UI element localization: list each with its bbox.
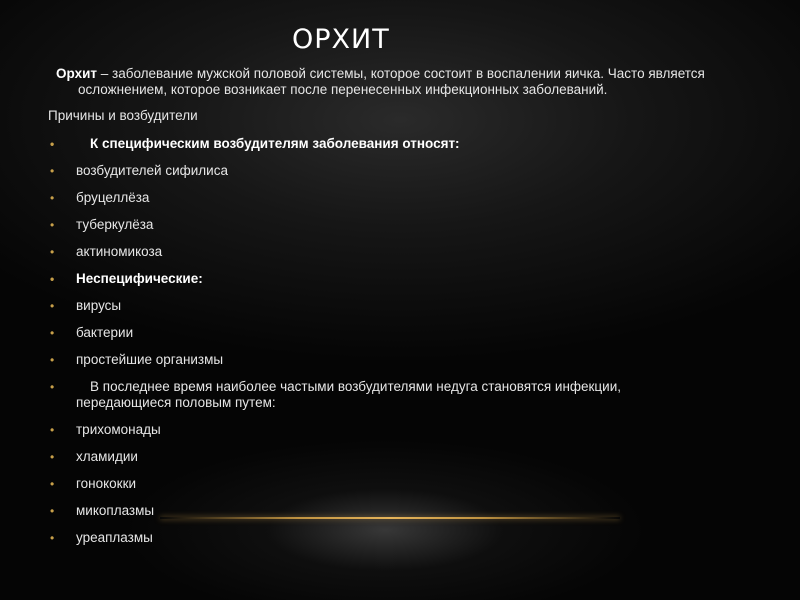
intro-paragraph [52, 66, 772, 98]
bullet-icon: • [50, 326, 55, 340]
intro-line-1 [52, 66, 772, 82]
bullet-icon: • [50, 191, 55, 205]
list-item [48, 217, 768, 233]
bullet-icon: • [50, 477, 55, 491]
list-item-text: уреаплазмы [76, 530, 153, 545]
list-item-text: бактерии [76, 325, 134, 340]
list-item-text: Неспецифические: [76, 271, 203, 286]
list-item [48, 325, 768, 341]
bullet-icon: • [50, 137, 55, 151]
list-item [48, 449, 768, 465]
list-item [48, 136, 768, 152]
bullet-icon: • [50, 164, 55, 178]
intro-text-2: осложнением, которое возникает после перенесенных инфекционных заболеваний. [78, 82, 608, 97]
intro-text-1: – заболевание мужской половой системы, которое состоит в воспалении яичка. Часто является [97, 66, 705, 81]
list-item-text: туберкулёза [76, 217, 154, 232]
list-item [48, 190, 768, 206]
list-item-text: возбудителей сифилиса [76, 163, 228, 178]
list-item [48, 422, 768, 438]
bullet-icon: • [50, 423, 55, 437]
bullet-icon: • [50, 380, 55, 394]
list-item-text-line-1: В последнее время наиболее частыми возбудителями недуга становятся инфекции, [90, 379, 621, 394]
list-item [48, 352, 768, 368]
list-item-text: микоплазмы [76, 503, 155, 518]
list-item-text: простейшие организмы [76, 352, 224, 367]
slide-title: ОРХИТ [292, 24, 390, 55]
list-item [48, 298, 768, 314]
list-item-text: актиномикоза [76, 244, 163, 259]
list-item-text: гонококки [76, 476, 137, 491]
bullet-icon: • [50, 245, 55, 259]
list-item-text: хламидии [76, 449, 138, 464]
bullet-icon: • [50, 272, 55, 286]
list-item-text: трихомонады [76, 422, 161, 437]
list-item [48, 530, 768, 546]
bullet-icon: • [50, 504, 55, 518]
bullet-icon: • [50, 531, 55, 545]
bullet-icon: • [50, 299, 55, 313]
causes-heading: Причины и возбудители [48, 108, 198, 123]
list-item [48, 476, 768, 492]
bullet-icon: • [50, 353, 55, 367]
list-item-text: бруцеллёза [76, 190, 150, 205]
list-item [48, 244, 768, 260]
list-item [48, 163, 768, 179]
list-item-text-line-2: передающиеся половым путем: [76, 395, 276, 410]
causes-list [48, 136, 768, 557]
list-item-text: вирусы [76, 298, 122, 313]
list-item [48, 379, 768, 411]
intro-term: Орхит [56, 66, 97, 81]
list-item [48, 271, 768, 287]
decorative-glow-line [160, 517, 620, 519]
bullet-icon: • [50, 218, 55, 232]
list-item-text: К специфическим возбудителям заболевания относят: [90, 136, 460, 151]
bullet-icon: • [50, 450, 55, 464]
